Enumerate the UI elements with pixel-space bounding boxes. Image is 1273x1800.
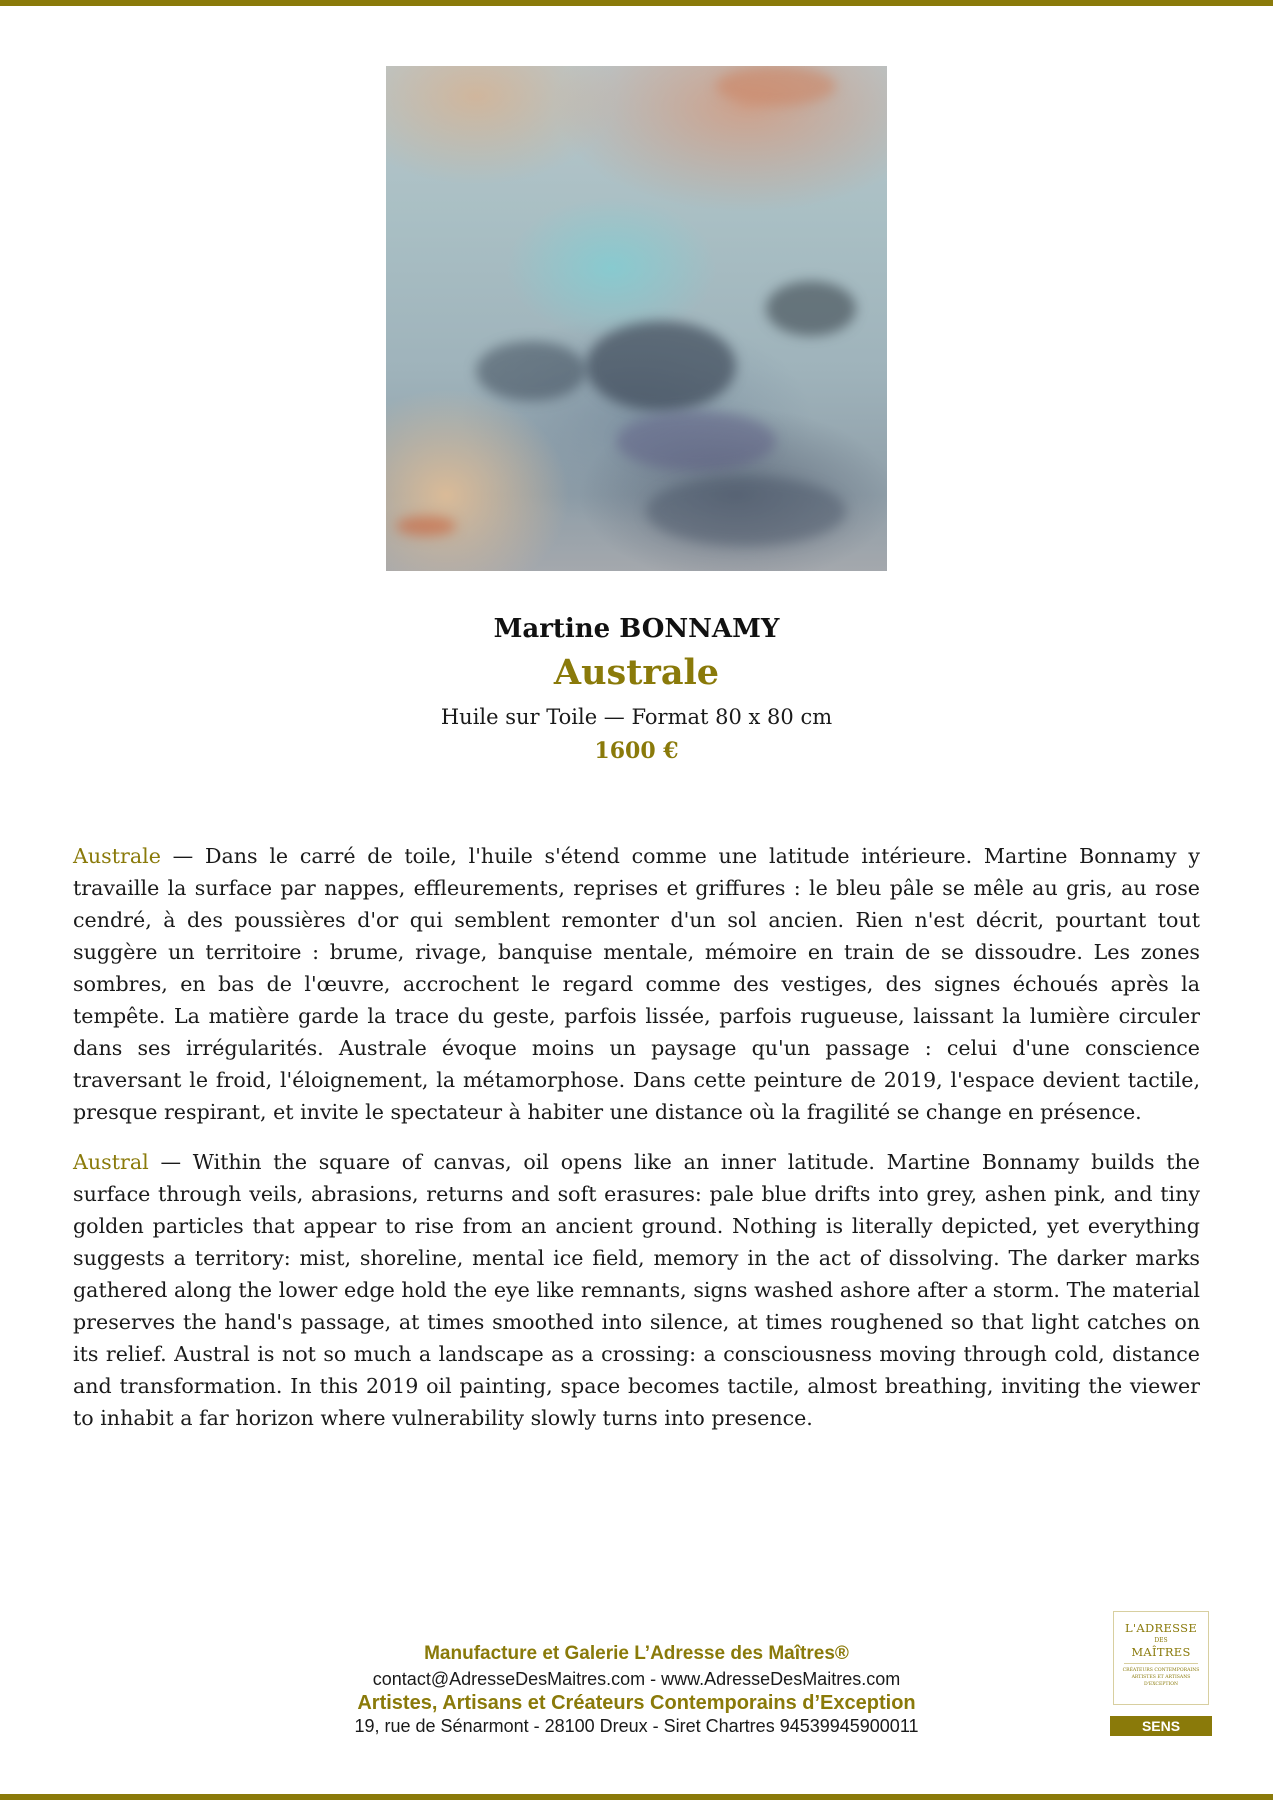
footer-gallery-name: Manufacture et Galerie L’Adresse des Maîtres® [424, 1643, 849, 1664]
description-english-lead: Austral [73, 1150, 149, 1174]
painting-mark [716, 66, 836, 106]
description-english-body: — Within the square of canvas, oil opens like an inner latitude. Martine Bonnamy builds the surface through veils, abrasions, returns and soft erasures: pale blue drifts into grey, ashen pink, and tiny golden particles that appear to rise from an ancient ground. Nothing is literally depicted, yet everything suggests a territory: mist, shoreline, mental ice field, memory in the act of dissolving. The darker marks gathered along the lower edge hold the eye like remnants, signs washed ashore after a storm. The material preserves the hand's passage, at times smoothed into silence, at times roughened so that light catches on its relief. Austral is not so much a landscape as a crossing: a consciousness moving through cold, distance and transformation. In this 2019 oil painting, space becomes tactile, almost breathing, inviting the viewer to inhabit a far horizon where vulnerability slowly turns into presence. [73, 1150, 1200, 1430]
artwork-medium: Huile sur Toile — Format 80 x 80 cm [440, 705, 833, 729]
artwork-title: Australe [553, 652, 720, 693]
painting-mark [646, 476, 846, 546]
painting-mark [396, 516, 456, 536]
painting-mark [616, 411, 776, 471]
painting-mark [586, 321, 736, 411]
footer-contact: contact@AdresseDesMaitres.com - www.AdresseDesMaitres.com [372, 1669, 901, 1689]
top-border [0, 0, 1273, 6]
painting-mark [476, 341, 586, 401]
artwork-price: 1600 € [594, 738, 679, 764]
footer-tagline: Artistes, Artisans et Créateurs Contemporains d’Exception [357, 1692, 916, 1714]
gallery-logo [1113, 1611, 1209, 1705]
footer-address: 19, rue de Sénarmont - 28100 Dreux - Siret Chartres 94539945900011 [354, 1716, 919, 1736]
logo-divider [1124, 1663, 1198, 1664]
logo-line-1: L'ADRESSE [1124, 1621, 1198, 1635]
description-french [73, 840, 1200, 1128]
description-english [73, 1146, 1200, 1434]
bottom-border [0, 1794, 1273, 1800]
painting-mark [766, 281, 856, 336]
description-french-lead: Australe [73, 844, 161, 868]
description-french-body: — Dans le carré de toile, l'huile s'étend comme une latitude intérieure. Martine Bonnamy y travaille la surface par nappes, effleurements, reprises et griffures : le bleu pâle se mêle au gris, au rose cendré, à des poussières d'or qui semblent remonter d'un sol ancien. Rien n'est décrit, pourtant tout suggère un territoire : brume, rivage, banquise mentale, mémoire en train de se dissoudre. Les zones sombres, en bas de l'œuvre, accrochent le regard comme des vestiges, des signes échoués après la tempête. La matière garde la trace du geste, parfois lissée, parfois rugueuse, laissant la lumière circuler dans ses irrégularités. Australe évoque moins un paysage qu'un passage : celui d'une conscience traversant le froid, l'éloignement, la métamorphose. Dans cette peinture de 2019, l'espace devient tactile, presque respirant, et invite le spectateur à habiter une distance où la fragilité se change en présence. [73, 844, 1200, 1124]
logo-line-2: DES [1154, 1637, 1168, 1644]
logo-line-4: CRÉATEURS CONTEMPORAINS ARTISTES ET ARTISANS D'EXCEPTION [1122, 1668, 1200, 1687]
logo-line-3: MAÎTRES [1131, 1645, 1191, 1659]
sens-badge: SENS [1110, 1716, 1212, 1736]
artist-name: Martine BONNAMY [493, 614, 780, 644]
artwork-image [386, 66, 887, 571]
